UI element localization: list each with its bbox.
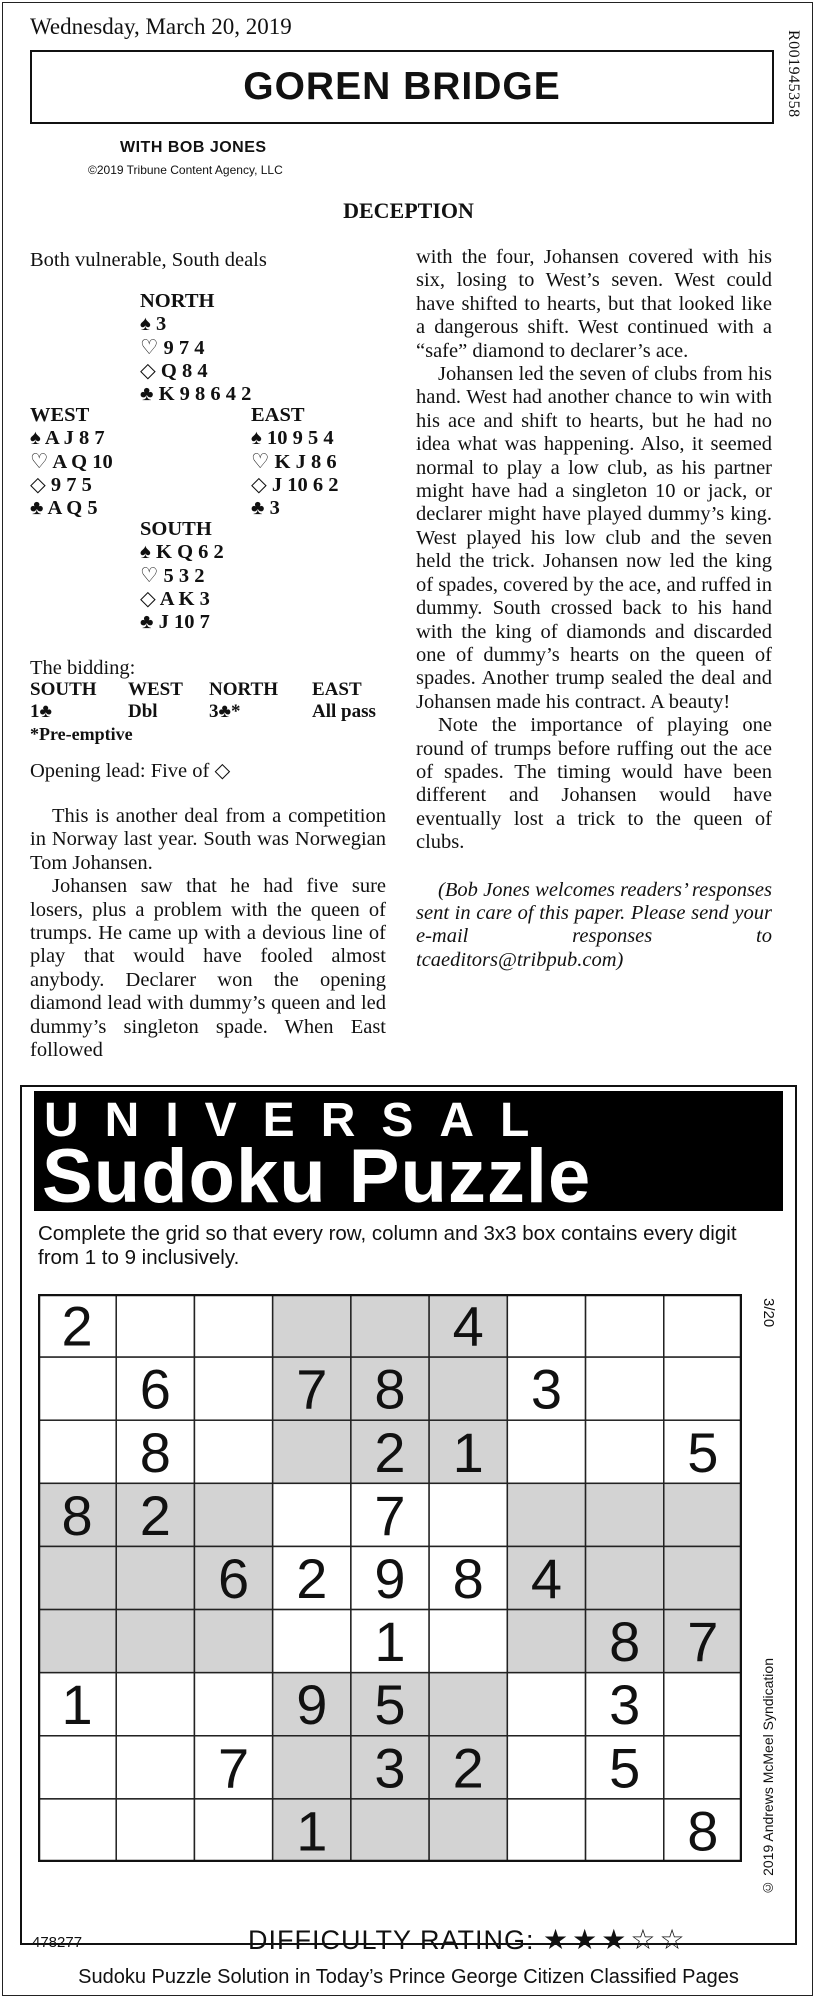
sudoku-cell <box>116 1736 194 1799</box>
clubs-holding: ♣ J 10 7 <box>140 611 210 634</box>
hand-label: WEST <box>30 404 90 426</box>
sudoku-given-digit: 8 <box>61 1483 93 1547</box>
sudoku-cell <box>194 1673 272 1736</box>
clubs-holding: ♣ 3 <box>251 497 280 520</box>
difficulty-label: DIFFICULTY RATING: <box>248 1925 535 1955</box>
south-hand <box>140 518 224 634</box>
west-hand <box>30 404 113 520</box>
puzzle-number: 478277 <box>32 1934 83 1951</box>
article-paragraph: with the four, Johansen covered with his six, losing to West’s seven. West could have shifted to hearts, but that looked like a dangerous shift. West continued with a “safe” diamond to declarer’s ace. <box>416 246 772 362</box>
article-column-2 <box>416 246 772 972</box>
bid-west: Dbl <box>128 701 158 722</box>
sudoku-grid <box>38 1294 742 1862</box>
sudoku-cell <box>116 1294 194 1357</box>
sudoku-cell <box>194 1294 272 1357</box>
sudoku-cell <box>351 1294 429 1357</box>
diamonds-holding: ◇ Q 8 4 <box>140 359 208 382</box>
sudoku-cell <box>664 1483 742 1546</box>
byline: WITH BOB JONES <box>120 139 267 156</box>
filled-star-icon: ★ <box>543 1924 573 1955</box>
sudoku-given-digit: 2 <box>61 1294 93 1358</box>
sudoku-given-digit: 8 <box>687 1799 719 1862</box>
sudoku-cell <box>116 1610 194 1673</box>
sudoku-given-digit: 7 <box>687 1610 719 1674</box>
sudoku-given-digit: 5 <box>609 1736 641 1800</box>
sudoku-given-digit: 4 <box>452 1294 484 1358</box>
empty-star-icon: ☆ <box>630 1924 660 1955</box>
sudoku-given-digit: 2 <box>374 1420 406 1484</box>
sudoku-given-digit: 2 <box>139 1483 171 1547</box>
hand-label: NORTH <box>140 290 215 312</box>
empty-star-icon: ☆ <box>659 1924 689 1955</box>
sudoku-cell <box>273 1610 351 1673</box>
sudoku-banner <box>34 1091 783 1219</box>
sudoku-given-digit: 9 <box>296 1673 328 1737</box>
sudoku-given-digit: 8 <box>139 1420 171 1484</box>
sudoku-cell <box>38 1420 116 1483</box>
north-hand <box>140 290 251 406</box>
sudoku-given-digit: 1 <box>452 1420 484 1484</box>
sudoku-cell <box>194 1483 272 1546</box>
clubs-holding: ♣ K 9 8 6 4 2 <box>140 383 252 406</box>
sudoku-cell <box>507 1799 585 1862</box>
bid-south: 1♣ <box>30 701 52 722</box>
sudoku-cell <box>38 1799 116 1862</box>
sudoku-cell <box>273 1736 351 1799</box>
clubs-holding: ♣ A Q 5 <box>30 497 98 520</box>
sudoku-cell <box>586 1357 664 1420</box>
bidding-label: The bidding: <box>30 657 136 679</box>
sudoku-given-digit: 5 <box>687 1420 719 1484</box>
difficulty-rating <box>248 1923 689 1956</box>
diamonds-holding: ◇ 9 7 5 <box>30 473 92 496</box>
sudoku-cell <box>429 1799 507 1862</box>
bidding-note: *Pre-emptive <box>30 724 133 744</box>
bid-north: 3♣* <box>209 701 241 722</box>
sudoku-cell <box>507 1294 585 1357</box>
sudoku-cell <box>194 1420 272 1483</box>
article-paragraph: Note the importance of playing one round of trumps before ruffing out the ace of spades. The timing would have been different and Johansen would have eventually lost a trick to the queen of clubs. <box>416 714 772 854</box>
sudoku-given-digit: 4 <box>530 1547 563 1610</box>
article-headline: DECEPTION <box>343 198 474 223</box>
sudoku-cell <box>351 1799 429 1862</box>
sudoku-given-digit: 3 <box>530 1357 563 1421</box>
sudoku-cell <box>586 1420 664 1483</box>
hand-label: EAST <box>251 404 305 426</box>
sudoku-given-digit: 6 <box>217 1547 250 1610</box>
hearts-holding: ♡ 5 3 2 <box>140 564 205 587</box>
sudoku-copyright: © 2019 Andrews McMeel Syndication <box>760 1658 776 1896</box>
sudoku-given-digit: 3 <box>609 1673 641 1737</box>
sudoku-cell <box>507 1420 585 1483</box>
sudoku-cell <box>664 1357 742 1420</box>
sudoku-cell <box>664 1736 742 1799</box>
sudoku-cell <box>116 1673 194 1736</box>
sudoku-cell <box>429 1673 507 1736</box>
sudoku-instructions: Complete the grid so that every row, column and 3x3 box contains every digit from 1 to 9 inclusively. <box>38 1222 737 1269</box>
sudoku-given-digit: 8 <box>452 1547 484 1610</box>
sudoku-given-digit: 5 <box>374 1673 406 1737</box>
author-credit: (Bob Jones welcomes readers’ responses sent in care of this paper. Please send your e-mail responses to tcaeditors@tribpub.com) <box>416 878 772 971</box>
opening-lead: Opening lead: Five of ◇ <box>30 760 231 782</box>
sudoku-cell <box>586 1483 664 1546</box>
sudoku-cell <box>507 1610 585 1673</box>
sudoku-cell <box>507 1483 585 1546</box>
bidding-header-north: NORTH <box>209 679 279 700</box>
page-id-code: R001945358 <box>785 30 802 118</box>
hand-label: SOUTH <box>140 518 212 540</box>
sudoku-cell <box>116 1799 194 1862</box>
hearts-holding: ♡ 9 7 4 <box>140 336 205 359</box>
sudoku-cell <box>507 1673 585 1736</box>
sudoku-cell <box>429 1483 507 1546</box>
sudoku-given-digit: 7 <box>374 1483 406 1547</box>
spades-holding: ♠ 3 <box>140 313 167 336</box>
sudoku-cell <box>38 1546 116 1609</box>
puzzle-date: 3/20 <box>760 1298 777 1328</box>
sudoku-cell <box>273 1294 351 1357</box>
sudoku-cell <box>38 1736 116 1799</box>
sudoku-given-digit: 9 <box>374 1547 406 1610</box>
article-paragraph: Johansen saw that he had five sure losers, plus a problem with the queen of trumps. He came up with a devious line of play that would have fooled almost anybody. Declarer won the opening diamond lead with dummy’s queen and led dummy’s singleton spade. When East followed <box>30 875 386 1062</box>
sudoku-cell <box>194 1799 272 1862</box>
sudoku-cell <box>194 1610 272 1673</box>
sudoku-given-digit: 6 <box>139 1357 171 1421</box>
sudoku-given-digit: 7 <box>296 1357 328 1421</box>
sudoku-cell <box>664 1294 742 1357</box>
sudoku-cell <box>273 1420 351 1483</box>
sudoku-cell <box>586 1294 664 1357</box>
column-title-box <box>30 50 774 124</box>
bidding-header-west: WEST <box>128 679 183 700</box>
spades-holding: ♠ 10 9 5 4 <box>251 427 334 450</box>
sudoku-given-digit: 8 <box>374 1357 406 1421</box>
sudoku-cell <box>664 1546 742 1609</box>
sudoku-given-digit: 8 <box>609 1610 641 1674</box>
sudoku-brand: UNIVERSAL <box>44 1094 556 1147</box>
hearts-holding: ♡ K J 8 6 <box>251 450 337 473</box>
sudoku-given-digit: 1 <box>296 1799 328 1862</box>
sudoku-given-digit: 1 <box>374 1610 406 1674</box>
sudoku-given-digit: 2 <box>452 1736 484 1800</box>
publication-date: Wednesday, March 20, 2019 <box>30 14 292 39</box>
sudoku-given-digit: 7 <box>217 1736 250 1800</box>
bridge-copyright: ©2019 Tribune Content Agency, LLC <box>88 163 283 177</box>
bid-east: All pass <box>312 701 376 722</box>
east-hand <box>251 404 339 520</box>
difficulty-stars <box>543 1924 689 1955</box>
article-column-1 <box>30 805 386 1062</box>
sudoku-title: Sudoku Puzzle <box>42 1134 592 1219</box>
sudoku-cell <box>664 1673 742 1736</box>
filled-star-icon: ★ <box>601 1924 631 1955</box>
diamonds-holding: ◇ A K 3 <box>140 587 210 610</box>
article-paragraph: Johansen led the seven of clubs from his hand. West had another chance to win with his ace and shift to hearts, but he had no idea what was happening. Also, it seemed normal to play a low club, as his partner might have had a singleton 10 or jack, or declarer might have played dummy’s king. West played his low club and the seven held the trick. Johansen now led the king of spades, covered by the ace, and ruffed in dummy. South crossed back to his hand with the king of diamonds and discarded one of dummy’s hearts on the queen of spades. Another trump sealed the deal and Johansen made his contract. A beauty! <box>416 363 772 713</box>
bidding-header-south: SOUTH <box>30 679 97 700</box>
sudoku-cell <box>273 1483 351 1546</box>
sudoku-cell <box>194 1357 272 1420</box>
bidding-header-east: EAST <box>312 679 362 700</box>
sudoku-cell <box>116 1546 194 1609</box>
footer-note: Sudoku Puzzle Solution in Today’s Prince George Citizen Classified Pages <box>78 1966 739 1988</box>
sudoku-given-digit: 2 <box>296 1547 328 1610</box>
sudoku-cell <box>429 1610 507 1673</box>
vulnerability-line: Both vulnerable, South deals <box>30 249 267 271</box>
hearts-holding: ♡ A Q 10 <box>30 450 113 473</box>
sudoku-cell <box>38 1357 116 1420</box>
column-title: GOREN BRIDGE <box>243 65 561 108</box>
sudoku-cell <box>38 1610 116 1673</box>
filled-star-icon: ★ <box>572 1924 602 1955</box>
sudoku-cell <box>586 1799 664 1862</box>
article-paragraph: This is another deal from a competition in Norway last year. South was Norwegian Tom Johansen. <box>30 805 386 874</box>
sudoku-cell <box>507 1736 585 1799</box>
sudoku-cell <box>429 1357 507 1420</box>
sudoku-given-digit: 1 <box>61 1673 93 1737</box>
sudoku-given-digit: 3 <box>374 1736 406 1800</box>
diamonds-holding: ◇ J 10 6 2 <box>251 473 339 496</box>
sudoku-cell <box>586 1546 664 1609</box>
spades-holding: ♠ K Q 6 2 <box>140 541 224 564</box>
spades-holding: ♠ A J 8 7 <box>30 427 105 450</box>
